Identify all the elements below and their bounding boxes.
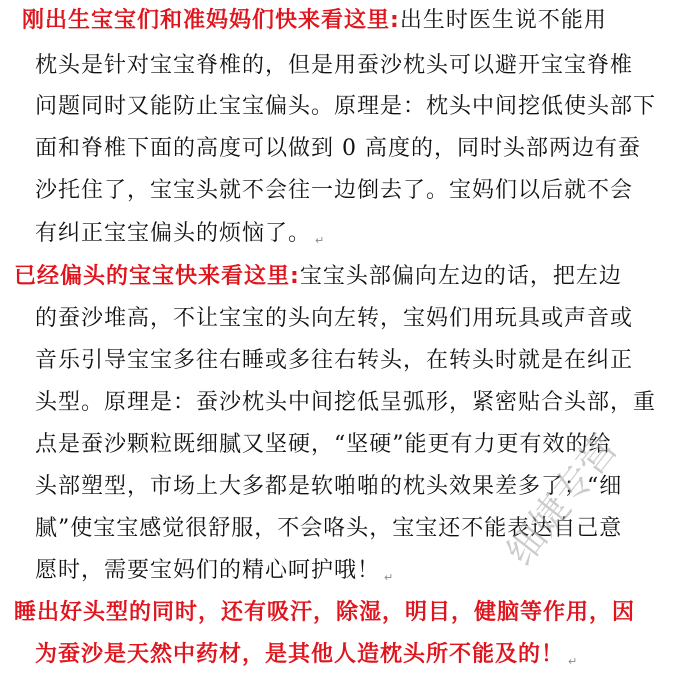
para2-line-2: 的蚕沙堆高，不让宝宝的头向左转，宝妈们用玩具或声音或 (35, 306, 634, 331)
para2-line-3: 音乐引导宝宝多往右睡或多往右转头，在转头时就是在纠正 (35, 348, 634, 373)
para3-line-2 (35, 640, 578, 670)
paragraph-mark: ↵ (568, 655, 579, 668)
para1-line-2: 枕头是针对宝宝脊椎的，但是用蚕沙枕头可以避开宝宝脊椎 (35, 53, 634, 78)
para2-line-1 (14, 262, 622, 292)
para1-line-4: 面和脊椎下面的高度可以做到 0 高度的，同时头部两边有蚕 (35, 136, 641, 161)
para1-line-6-text: 有纠正宝宝偏头的烦恼了。 (35, 221, 312, 246)
para1-line-1 (22, 6, 607, 36)
para2-line-8-text: 愿时，需要宝妈们的精心呵护哦！ (35, 558, 381, 583)
watermark-text: 细婕专营 (497, 426, 626, 574)
para1-heading: 刚出生宝宝们和准妈妈们快来看这里: (22, 8, 400, 33)
para2-line-8 (35, 556, 394, 586)
paragraph-mark: ↵ (315, 234, 326, 247)
para1-line-1-text: 出生时医生说不能用 (399, 8, 607, 33)
para3-line-1: 睡出好头型的同时，还有吸汗，除湿，明目，健脑等作用，因 (14, 600, 636, 625)
para2-line-5: 点是蚕沙颗粒既细腻又坚硬，“坚硬”能更有力更有效的给 (35, 432, 612, 457)
para2-line-1-text: 宝宝头部偏向左边的话，把左边 (299, 264, 622, 289)
para2-heading: 已经偏头的宝宝快来看这里: (14, 264, 300, 289)
para1-line-6 (35, 219, 325, 249)
paragraph-mark: ↵ (384, 571, 395, 584)
para2-line-4: 头型。原理是：蚕沙枕头中间挖低呈弧形，紧密贴合头部，重 (35, 390, 657, 415)
para2-line-6: 头部塑型，市场上大多都是软啪啪的枕头效果差多了；“细 (35, 474, 623, 499)
para1-line-5: 沙托住了，宝宝头就不会往一边倒去了。宝妈们以后就不会 (35, 178, 634, 203)
para1-line-3: 问题同时又能防止宝宝偏头。原理是：枕头中间挖低使头部下 (35, 94, 657, 119)
para3-line-2-text: 为蚕沙是天然中药材，是其他人造枕头所不能及的！ (35, 642, 565, 667)
para2-line-7: 腻”使宝宝感觉很舒服，不会咯头，宝宝还不能表达自己意 (35, 516, 623, 541)
